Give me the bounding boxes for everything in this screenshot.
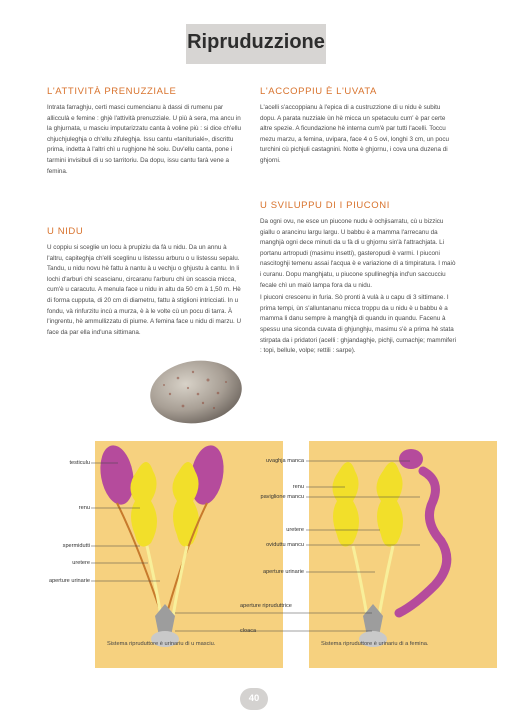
label-oviduttu: oviduttu mancu <box>266 542 304 548</box>
page-title: Ripruduzzione <box>187 31 325 53</box>
heading-attivita: L'ATTIVITÀ PRENUZZIALE <box>47 86 177 97</box>
heading-nidu: U NIDU <box>47 226 84 237</box>
label-testiculu: testiculu <box>69 460 90 466</box>
label-uretere-right: uretere <box>286 527 304 533</box>
label-uvaghja-manca: uvaghja manca <box>266 458 304 464</box>
heading-accoppiu: L'ACCOPPIU È L'UVATA <box>260 86 377 97</box>
label-cloaca: cloaca <box>240 628 257 634</box>
label-renu-left: renu <box>78 505 90 511</box>
label-aperture-urinarie-left: aperture urinarie <box>48 578 90 584</box>
page-number: 40 <box>240 688 268 710</box>
text-sviluppu-1: Da ogni ovu, ne esce un piucone nudu è ochjisarratu, cù u bizzicu giallu o arancinu largu largu. U babbu è a mamma l'arrecanu da manghjà ogni dece minuti da u fà di u ghjornu sin'à l'attrachjata. Li portanu artropudi (masimu insetti), gasteropudi è varmi. I piuconi nascitoghji temenu assai l'acqua è e variazione di a timpiratura. I maiò i curanu. Dopu manghjatu, u piucone spullineghja ind'un saccucciu fecale chì un maiò lampa fora da u nidu. <box>260 218 456 289</box>
text-accoppiu: L'acelli s'accoppianu à l'epica di a custruzzione di u nidu è subitu dopu. A parata nuzziale ùn hè micca un spetaculu cum' è par certe altre spezie. A ficundazione hè interna cum'è par tutti l'acelli. Toccu mezu marzu, a femina, uvipara, face 4 o 5 ovi, longhi 3 cm, un pocu turchini cù pichjuli castagnini. Notte è ghjornu, i cova una duzena di ghjorni. <box>260 104 450 164</box>
label-uretere-left: uretere <box>72 560 90 566</box>
text-attivita: Intrata farraghju, certi masci cumencianu à dassi di rumenu par allicculà e femine : ghjè l'attività prenuzziale. U più à sera, ma ancu in la ghjurnata, u masciu imputarizzatu canta à voline più : si dice ch'ellu chjuchjuleghja o ch'ellu zifuleghja. Issu cantu «taniturialé», discrittu prima, indetta à l'altri chì u rughjone hè soiu. Duv'ellu canta, pone i tarmini invisibuli di u so tarritoriu. Da dopu, issu cantu farà vene a femina. <box>47 104 242 175</box>
text-nidu-body: U coppiu si sceglie un locu à prupiziu da fà u nidu. Da un annu à l'altru, capiteghja ch'elli sceglinu u listessu arburu o u listessu sepalu. Tandu, u nidu novu hè fattu à nantu à u vechju o ghjustu à cantu. In li lochi d'arburi chì scascianu, circaranu l'arburu chì ùn scascia micca, cum'è u caracutu. A menula face u nidu in altu da 50 cm à 1,50 m. Hè di forma cupputa, di 20 cm di diametru, fattu à stiglioni intricciati. In u fondu, và rinfurzitu incù a murza, è à le volte cù un pocu di tarra. À l'ingrentu, hè ammullizzatu di piume. A femina face u nidu di marzu. U face da par ella ind'una sittimana. <box>47 244 242 336</box>
label-aperture-urinarie-right: aperture urinarie <box>262 569 304 575</box>
label-spermidutti: spermidutti <box>62 543 90 549</box>
label-paviglione: paviglione mancu <box>260 494 304 500</box>
heading-sviluppu: U SVILUPPU DI I PIUCONI <box>260 200 390 211</box>
caption-female: Sistema ripruduttore è urinariu di a femina. <box>321 641 429 647</box>
label-aperture-ripruduttrice: aperture ripruduttrice <box>240 603 292 609</box>
text-sviluppu-2: I piuconi crescenu in furia. Sò pronti à vulà à u capu di 3 sittimane. I prima tempi, ùn s'alluntananu micca troppu da u nidu è u babbu è a mamma li danu sempre à manghjà di quandu in quandu. Facenu à spessu una siconda cuvata di ghjunghju, masimu s'è a prima hè stata stirpata da i pridatori (acelli : ghjandaghje, pichji, cumachje; mammiferi : topi, bellule, volpe; rettili : sarpe). <box>260 294 456 355</box>
label-renu-right: renu <box>292 484 304 490</box>
caption-male: Sistema ripruduttore è urinariu di u masciu. <box>107 641 216 647</box>
